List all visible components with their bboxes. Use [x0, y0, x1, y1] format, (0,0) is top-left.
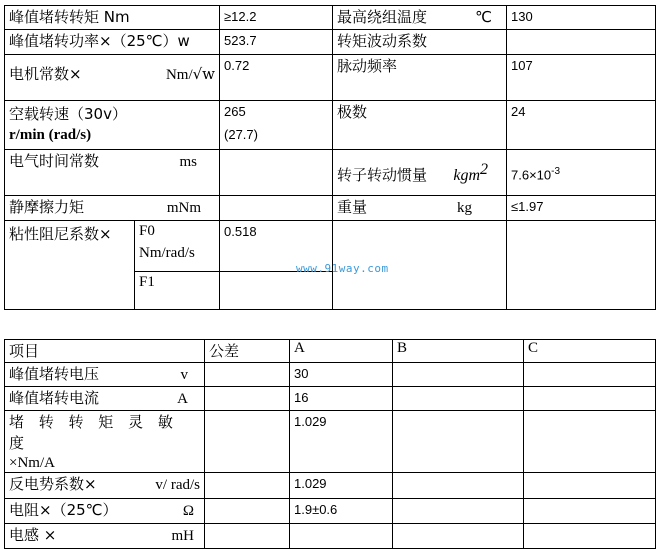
value-b [393, 473, 524, 499]
viscous-f1-label: F1 [135, 272, 220, 310]
row-label: 堵 转 转 矩 灵 敏 度 ×Nm/A [5, 411, 205, 473]
table-row [5, 387, 656, 411]
row-label: 峰值堵转电流 A [5, 387, 205, 411]
max-winding-temp-label: 最高绕组温度 ℃ [333, 6, 507, 30]
static-friction-value [220, 196, 333, 221]
spec-row-peak-torque [5, 6, 656, 30]
max-winding-temp-value: 130 [507, 6, 656, 30]
tolerance-header-row [5, 340, 656, 363]
header-tolerance: 公差 [205, 340, 290, 363]
row-label: 电阻×（25℃） Ω [5, 499, 205, 524]
value-c [524, 387, 656, 411]
value-c [524, 473, 656, 499]
row-label: 反电势系数× v/ rad/s [5, 473, 205, 499]
table-row [5, 363, 656, 387]
weight-value: ≤1.97 [507, 196, 656, 221]
value-c [524, 524, 656, 549]
tolerance-table [4, 339, 656, 549]
value-b [393, 524, 524, 549]
no-load-speed-value: 265 (27.7) [220, 101, 333, 150]
value-a: 16 [290, 387, 393, 411]
peak-stall-power-value: 523.7 [220, 30, 333, 55]
value-b [393, 363, 524, 387]
spec-row-electrical-time [5, 150, 656, 196]
pole-count-value: 24 [507, 101, 656, 150]
tolerance-cell [205, 473, 290, 499]
header-a: A [290, 340, 393, 363]
table-row [5, 524, 656, 549]
pulse-frequency-value: 107 [507, 55, 656, 101]
peak-stall-torque-value: ≥12.2 [220, 6, 333, 30]
static-friction-label: 静摩擦力矩 mNm [5, 196, 220, 221]
header-c: C [524, 340, 656, 363]
peak-stall-power-label: 峰值堵转功率×（25℃）w [5, 30, 220, 55]
value-a: 30 [290, 363, 393, 387]
electrical-time-constant-label: 电气时间常数 ms [5, 150, 220, 196]
value-b [393, 499, 524, 524]
empty-cell [507, 221, 656, 310]
value-a [290, 524, 393, 549]
tolerance-cell [205, 387, 290, 411]
table-row [5, 473, 656, 499]
rotor-inertia-label: 转子转动惯量 kgm$^2$ [333, 150, 507, 196]
tolerance-cell [205, 363, 290, 387]
value-a: 1.029 [290, 473, 393, 499]
spec-row-motor-constant [5, 55, 656, 101]
header-item: 项目 [5, 340, 205, 363]
electrical-time-constant-value [220, 150, 333, 196]
row-label: 峰值堵转电压 v [5, 363, 205, 387]
viscous-f0-label: F0 Nm/rad/s [135, 221, 220, 272]
value-a: 1.9±0.6 [290, 499, 393, 524]
pole-count-label: 极数 [333, 101, 507, 150]
table-row [5, 411, 656, 473]
motor-constant-value: 0.72 [220, 55, 333, 101]
torque-ripple-label: 转矩波动系数 [333, 30, 507, 55]
weight-label: 重量 kg [333, 196, 507, 221]
spec-row-peak-power [5, 30, 656, 55]
value-c [524, 411, 656, 473]
torque-ripple-value [507, 30, 656, 55]
tolerance-cell [205, 524, 290, 549]
viscous-f0-value: 0.518 [220, 221, 333, 272]
value-b [393, 411, 524, 473]
value-b [393, 387, 524, 411]
spec-row-static-friction [5, 196, 656, 221]
tolerance-cell [205, 499, 290, 524]
row-label: 电感 × mH [5, 524, 205, 549]
header-b: B [393, 340, 524, 363]
motor-constant-label: 电机常数× Nm/√w [5, 55, 220, 101]
no-load-speed-label: 空载转速（30v） r/min (rad/s) [5, 101, 220, 150]
peak-stall-torque-label: 峰值堵转转矩 Nm [5, 6, 220, 30]
rotor-inertia-value: $7.6\times 10^{-3}$ [507, 150, 656, 196]
value-a: 1.029 [290, 411, 393, 473]
pulse-frequency-label: 脉动频率 [333, 55, 507, 101]
table-row [5, 499, 656, 524]
viscous-f1-value [220, 272, 333, 310]
spec-row-no-load-speed [5, 101, 656, 150]
value-c [524, 499, 656, 524]
watermark: www.91way.com [296, 262, 389, 275]
tolerance-cell [205, 411, 290, 473]
viscous-damping-label: 粘性阻尼系数× [5, 221, 135, 310]
value-c [524, 363, 656, 387]
